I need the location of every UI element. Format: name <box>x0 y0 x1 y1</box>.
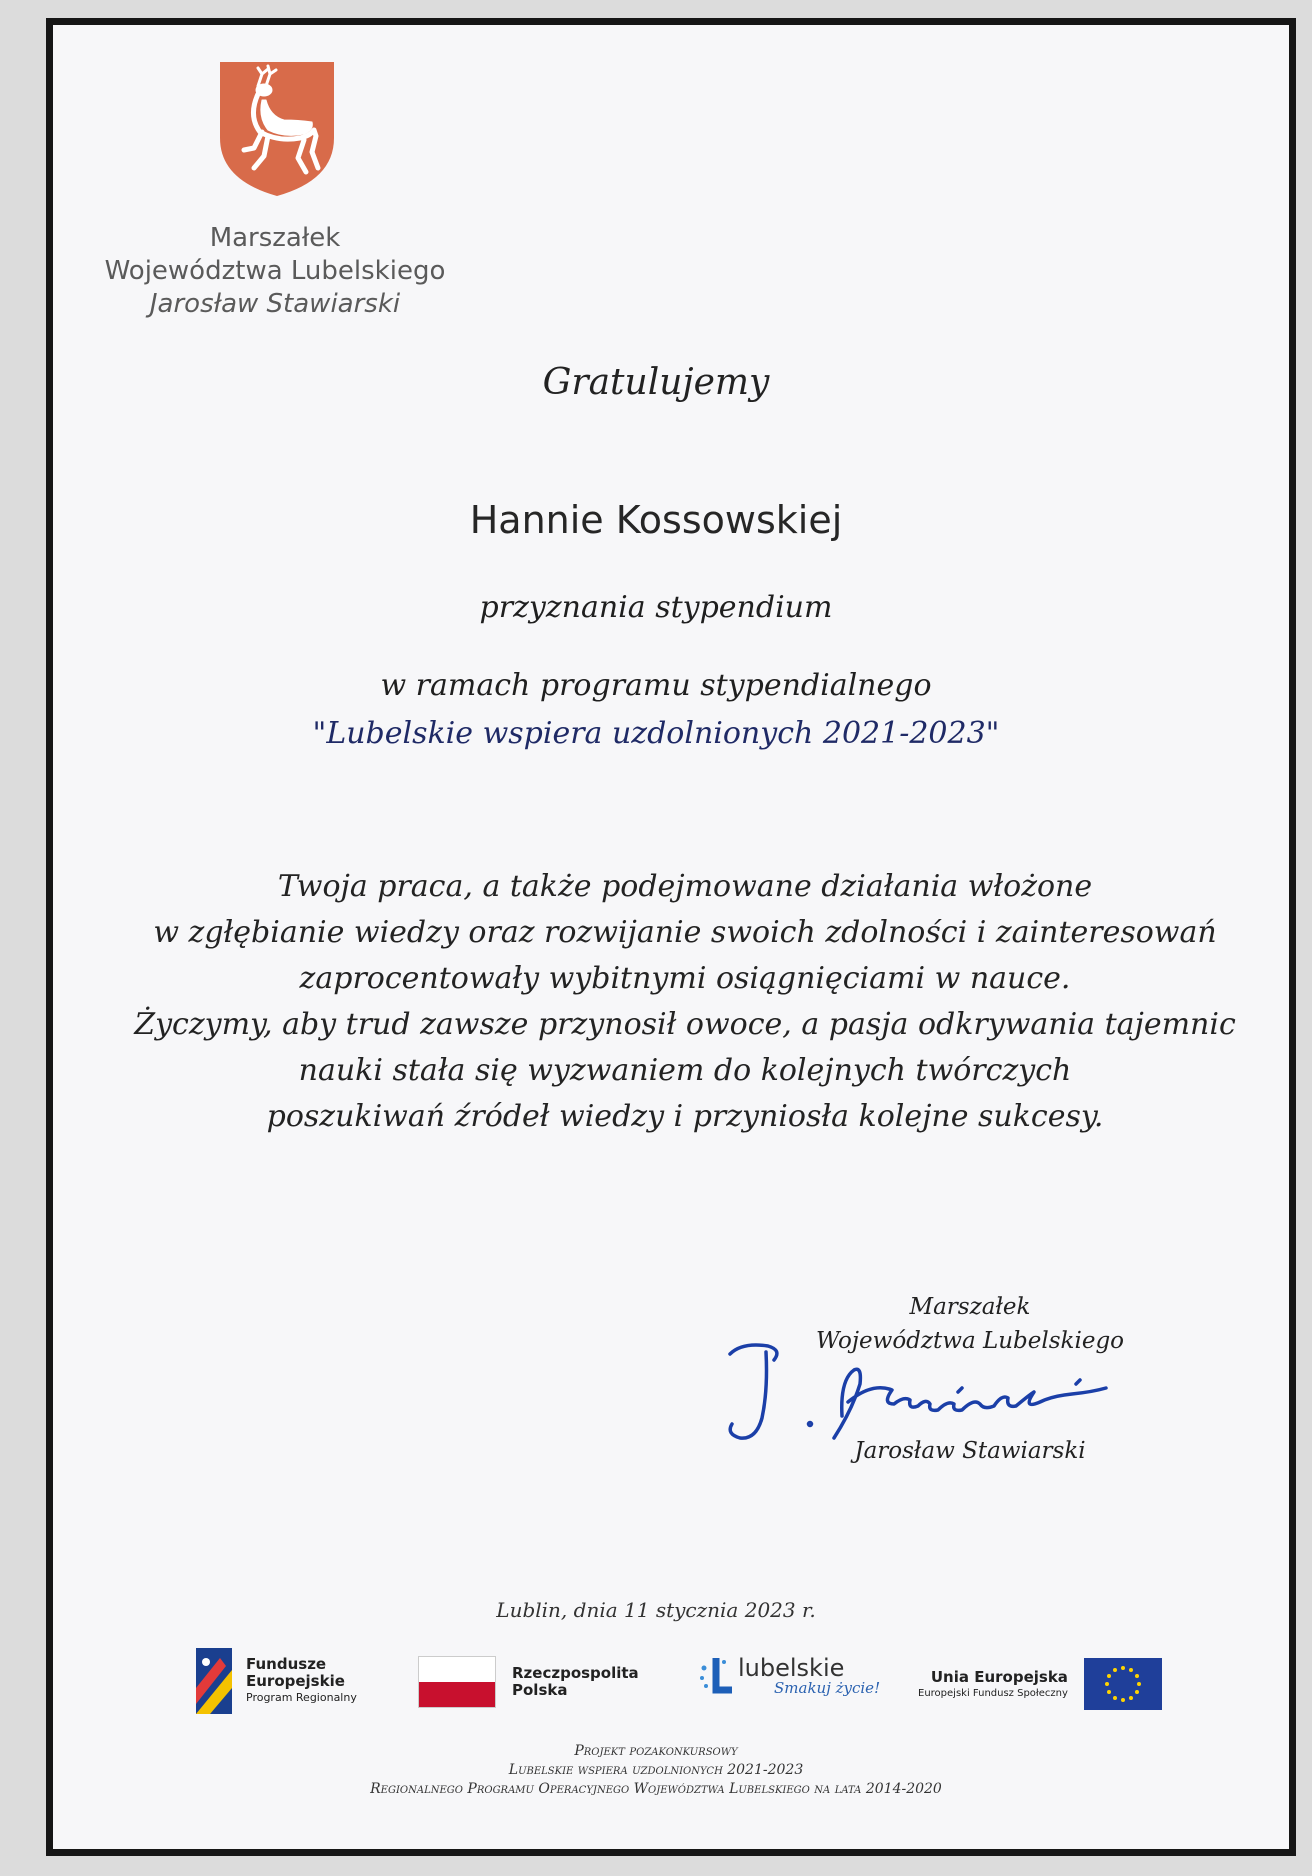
program-intro: w ramach programu stypendialnego <box>380 668 932 703</box>
program-name: "Lubelskie wspiera uzdolnionych 2021-2023" <box>312 716 1000 751</box>
recipient-name: Hannie Kossowskiej <box>469 498 843 542</box>
eu-flag-icon <box>1084 1658 1162 1710</box>
office-holder-name: Jarosław Stawiarski <box>149 289 401 319</box>
lubelskie-name: lubelskie <box>738 1654 845 1682</box>
message-line: nauki stała się wyzwaniem do kolejnych twórczych <box>298 1053 1072 1088</box>
award-text: przyznania stypendium <box>479 590 833 625</box>
issue-date: Lublin, dnia 11 stycznia 2023 r. <box>496 1598 816 1622</box>
rzeczpospolita-polska-logo <box>418 1656 639 1708</box>
office-header <box>90 222 460 321</box>
rp-line2: Polska <box>512 1681 568 1699</box>
project-footer <box>0 1742 1312 1799</box>
message-line: poszukiwań źródeł wiedzy i przyniosła kolejne sukcesy. <box>266 1099 1104 1134</box>
office-region: Województwa Lubelskiego <box>104 256 446 286</box>
polish-flag-icon <box>418 1656 496 1708</box>
project-line3: Regionalnego Programu Operacyjnego Województwa Lubelskiego na lata 2014-2020 <box>370 1781 942 1797</box>
lubelskie-mark-icon <box>698 1654 738 1700</box>
fe-title-1: Fundusze <box>246 1655 327 1673</box>
message-line: w zgłębianie wiedzy oraz rozwijanie swoich zdolności i zainteresowań <box>153 915 1217 950</box>
lubelskie-logo <box>698 1654 880 1700</box>
unia-europejska-logo <box>918 1658 1162 1710</box>
fe-title-2: Europejskie <box>246 1672 345 1690</box>
lubelskie-tagline: Smakuj życie! <box>774 1679 881 1697</box>
signatory-title-line2: Województwa Lubelskiego <box>815 1328 1125 1354</box>
fundusze-europejskie-icon <box>196 1648 232 1714</box>
fe-subtitle: Program Regionalny <box>246 1691 357 1704</box>
signatory-title-line1: Marszałek <box>909 1294 1031 1320</box>
fundusze-europejskie-logo <box>196 1648 357 1714</box>
funding-logos-bar <box>0 1640 1312 1720</box>
congratulation-message <box>130 864 1240 1140</box>
ue-subtitle: Europejski Fundusz Społeczny <box>918 1687 1068 1699</box>
message-line: zaprocentowały wybitnymi osiągnięciami w nauce. <box>299 961 1071 996</box>
office-title: Marszałek <box>209 223 341 253</box>
lublin-deer-crest-icon <box>218 60 336 198</box>
ue-title: Unia Europejska <box>930 1667 1068 1686</box>
project-line2: Lubelskie wspiera uzdolnionych 2021-2023 <box>508 1762 804 1778</box>
greeting-heading: Gratulujemy <box>542 362 770 403</box>
signatory-name: Jarosław Stawiarski <box>854 1438 1086 1464</box>
project-line1: Projekt pozakonkursowy <box>574 1743 738 1759</box>
rp-line1: Rzeczpospolita <box>512 1664 639 1682</box>
message-line: Życzymy, aby trud zawsze przynosił owoce, a pasja odkrywania tajemnic <box>134 1007 1236 1042</box>
message-line: Twoja praca, a także podejmowane działania włożone <box>277 869 1093 904</box>
